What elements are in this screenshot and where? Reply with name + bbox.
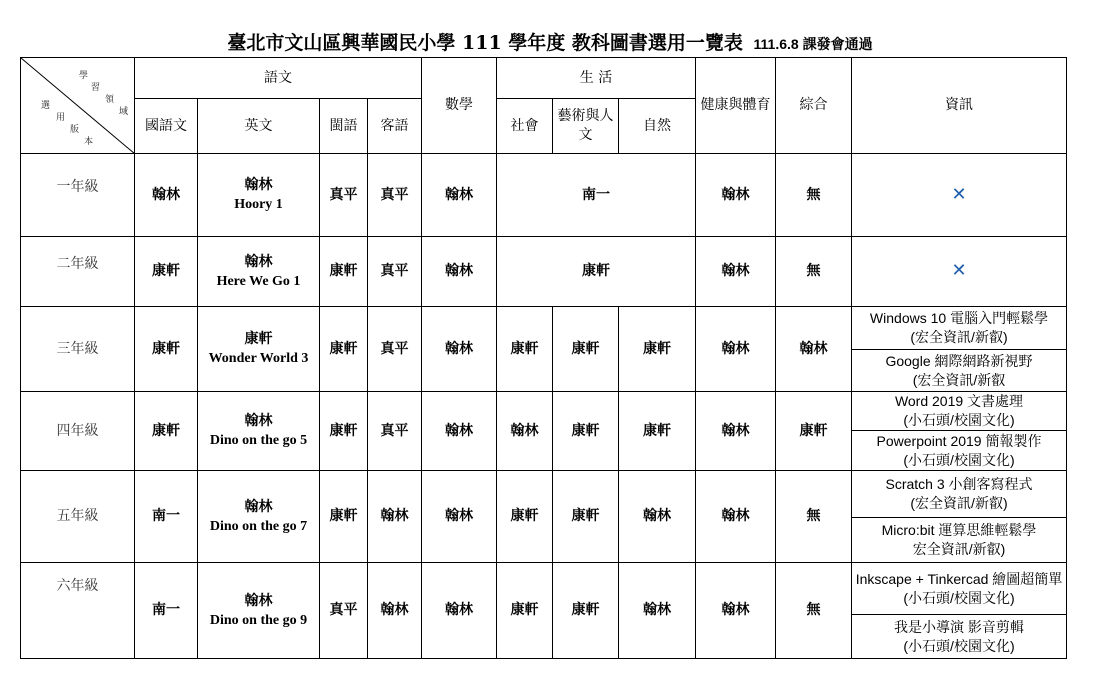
health-cell: 翰林 bbox=[696, 392, 776, 471]
header-health: 健康與體育 bbox=[696, 58, 776, 154]
info-book-2 bbox=[852, 350, 1067, 392]
header-english: 英文 bbox=[198, 99, 320, 154]
guoyu-cell: 南一 bbox=[135, 563, 198, 659]
english-book: Dino on the go 9 bbox=[209, 612, 308, 628]
english-publisher: 翰林 bbox=[244, 253, 273, 270]
english-publisher: 翰林 bbox=[244, 498, 273, 515]
social-cell: 康軒 bbox=[497, 471, 553, 563]
info-publisher: 宏全資訊/新叡) bbox=[912, 541, 1006, 557]
diag-top-4: 域 bbox=[119, 107, 129, 117]
zonghe-cell: 無 bbox=[776, 237, 852, 307]
english-book: Hoory 1 bbox=[234, 197, 283, 212]
minyu-cell: 康軒 bbox=[320, 392, 368, 471]
diag-top-2: 習 bbox=[91, 83, 101, 93]
info-book-2 bbox=[852, 431, 1067, 471]
math-cell: 翰林 bbox=[422, 471, 497, 563]
life-cell: 康軒 bbox=[497, 237, 696, 307]
social-cell: 康軒 bbox=[497, 307, 553, 392]
english-cell bbox=[198, 307, 320, 392]
info-publisher: (小石頭/校園文化) bbox=[903, 637, 1015, 654]
page-title bbox=[0, 28, 1100, 55]
diag-bottom-1: 選 bbox=[41, 101, 51, 111]
info-book-1 bbox=[852, 392, 1067, 431]
health-cell: 翰林 bbox=[696, 471, 776, 563]
info-publisher: (宏全資訊/新叡) bbox=[910, 329, 1008, 345]
health-cell: 翰林 bbox=[696, 307, 776, 392]
english-book: Dino on the go 5 bbox=[209, 433, 308, 448]
info-book-1 bbox=[852, 563, 1067, 615]
info-publisher: (宏全資訊/新叡) bbox=[910, 495, 1008, 511]
keyu-cell: 真平 bbox=[368, 237, 422, 307]
grade-label: 三年級 bbox=[21, 307, 135, 392]
header-minyu: 閩語 bbox=[320, 99, 368, 154]
header-social: 社會 bbox=[497, 99, 553, 154]
table-row-grade-6 bbox=[21, 563, 1067, 615]
grade-label: 二年級 bbox=[21, 237, 135, 307]
keyu-cell: 翰林 bbox=[368, 563, 422, 659]
header-art: 藝術與人文 bbox=[553, 99, 619, 154]
table-row-grade-2 bbox=[21, 237, 1067, 307]
zonghe-cell: 無 bbox=[776, 154, 852, 237]
textbook-table bbox=[20, 57, 1067, 659]
diag-bottom-2: 用 bbox=[56, 113, 66, 123]
grade-label: 五年級 bbox=[21, 471, 135, 563]
art-cell: 康軒 bbox=[553, 307, 619, 392]
english-book: Dino on the go 7 bbox=[209, 518, 308, 534]
info-book-2 bbox=[852, 518, 1067, 563]
info-cell bbox=[852, 237, 1067, 307]
grade-label: 一年級 bbox=[21, 154, 135, 237]
diag-top-3: 領 bbox=[105, 95, 115, 105]
title-approval-note: 111.6.8 課發會通過 bbox=[753, 36, 873, 52]
info-title: Google 網際網路新視野 bbox=[885, 352, 1033, 369]
info-title: Micro:bit 運算思維輕鬆學 bbox=[881, 522, 1037, 538]
english-cell bbox=[198, 563, 320, 659]
table-row-grade-1 bbox=[21, 154, 1067, 237]
math-cell: 翰林 bbox=[422, 563, 497, 659]
math-cell: 翰林 bbox=[422, 392, 497, 471]
header-row-1 bbox=[21, 58, 1067, 99]
header-yuwen: 語文 bbox=[135, 58, 422, 99]
diag-bottom-4: 本 bbox=[84, 137, 94, 147]
english-publisher: 翰林 bbox=[244, 177, 273, 193]
zonghe-cell: 康軒 bbox=[776, 392, 852, 471]
info-book-1 bbox=[852, 471, 1067, 518]
header-nature: 自然 bbox=[619, 99, 696, 154]
nature-cell: 康軒 bbox=[619, 392, 696, 471]
diag-top-1: 學 bbox=[79, 71, 89, 81]
header-math: 數學 bbox=[422, 58, 497, 154]
keyu-cell: 真平 bbox=[368, 392, 422, 471]
health-cell: 翰林 bbox=[696, 237, 776, 307]
english-book: Here We Go 1 bbox=[216, 273, 301, 289]
health-cell: 翰林 bbox=[696, 154, 776, 237]
info-publisher: (小石頭/校園文化) bbox=[903, 589, 1015, 606]
english-book: Wonder World 3 bbox=[208, 351, 309, 366]
table-row-grade-4 bbox=[21, 392, 1067, 431]
guoyu-cell: 南一 bbox=[135, 471, 198, 563]
keyu-cell: 真平 bbox=[368, 154, 422, 237]
info-title: Scratch 3 小創客寫程式 bbox=[885, 476, 1033, 492]
english-cell bbox=[198, 154, 320, 237]
english-cell bbox=[198, 237, 320, 307]
info-book-1 bbox=[852, 307, 1067, 350]
header-info: 資訊 bbox=[852, 58, 1067, 154]
nature-cell: 翰林 bbox=[619, 471, 696, 563]
guoyu-cell: 康軒 bbox=[135, 307, 198, 392]
keyu-cell: 真平 bbox=[368, 307, 422, 392]
info-publisher: (小石頭/校園文化) bbox=[903, 412, 1015, 428]
info-book-2 bbox=[852, 615, 1067, 659]
keyu-cell: 翰林 bbox=[368, 471, 422, 563]
nature-cell: 康軒 bbox=[619, 307, 696, 392]
art-cell: 康軒 bbox=[553, 563, 619, 659]
minyu-cell: 真平 bbox=[320, 154, 368, 237]
info-title: Windows 10 電腦入門輕鬆學 bbox=[869, 310, 1049, 326]
english-publisher: 康軒 bbox=[244, 331, 273, 347]
info-publisher: (宏全資訊/新叡 bbox=[912, 371, 1006, 388]
diagonal-line bbox=[21, 58, 135, 154]
minyu-cell: 康軒 bbox=[320, 471, 368, 563]
zonghe-cell: 翰林 bbox=[776, 307, 852, 392]
info-cell bbox=[852, 154, 1067, 237]
nature-cell: 翰林 bbox=[619, 563, 696, 659]
minyu-cell: 真平 bbox=[320, 563, 368, 659]
grade-label: 四年級 bbox=[21, 392, 135, 471]
zonghe-cell: 無 bbox=[776, 471, 852, 563]
art-cell: 康軒 bbox=[553, 392, 619, 471]
header-zonghe: 綜合 bbox=[776, 58, 852, 154]
cross-icon: ✕ bbox=[951, 260, 967, 281]
diagonal-header-cell bbox=[21, 58, 135, 154]
english-publisher: 翰林 bbox=[244, 592, 273, 609]
table-row-grade-3 bbox=[21, 307, 1067, 350]
life-cell: 南一 bbox=[497, 154, 696, 237]
info-title: Word 2019 文書處理 bbox=[894, 393, 1024, 409]
math-cell: 翰林 bbox=[422, 307, 497, 392]
cross-icon: ✕ bbox=[951, 183, 967, 205]
guoyu-cell: 康軒 bbox=[135, 237, 198, 307]
health-cell: 翰林 bbox=[696, 563, 776, 659]
guoyu-cell: 康軒 bbox=[135, 392, 198, 471]
english-publisher: 翰林 bbox=[244, 413, 273, 429]
title-main: 臺北市文山區興華國民小學 111 學年度 教科圖書選用一覽表 bbox=[227, 32, 743, 54]
info-title: 我是小導演 影音剪輯 bbox=[894, 618, 1024, 635]
info-publisher: (小石頭/校園文化) bbox=[903, 451, 1015, 468]
info-title: Inkscape + Tinkercad 繪圖超簡單 bbox=[855, 570, 1063, 587]
diag-bottom-3: 版 bbox=[70, 125, 80, 135]
zonghe-cell: 無 bbox=[776, 563, 852, 659]
grade-label: 六年級 bbox=[21, 563, 135, 659]
social-cell: 康軒 bbox=[497, 563, 553, 659]
table-row-grade-5 bbox=[21, 471, 1067, 518]
english-cell bbox=[198, 471, 320, 563]
header-life: 生 活 bbox=[497, 58, 696, 99]
minyu-cell: 康軒 bbox=[320, 307, 368, 392]
header-keyu: 客語 bbox=[368, 99, 422, 154]
info-title: Powerpoint 2019 簡報製作 bbox=[876, 432, 1042, 449]
social-cell: 翰林 bbox=[497, 392, 553, 471]
header-guoyuwen: 國語文 bbox=[135, 99, 198, 154]
english-cell bbox=[198, 392, 320, 471]
minyu-cell: 康軒 bbox=[320, 237, 368, 307]
math-cell: 翰林 bbox=[422, 237, 497, 307]
math-cell: 翰林 bbox=[422, 154, 497, 237]
art-cell: 康軒 bbox=[553, 471, 619, 563]
guoyu-cell: 翰林 bbox=[135, 154, 198, 237]
